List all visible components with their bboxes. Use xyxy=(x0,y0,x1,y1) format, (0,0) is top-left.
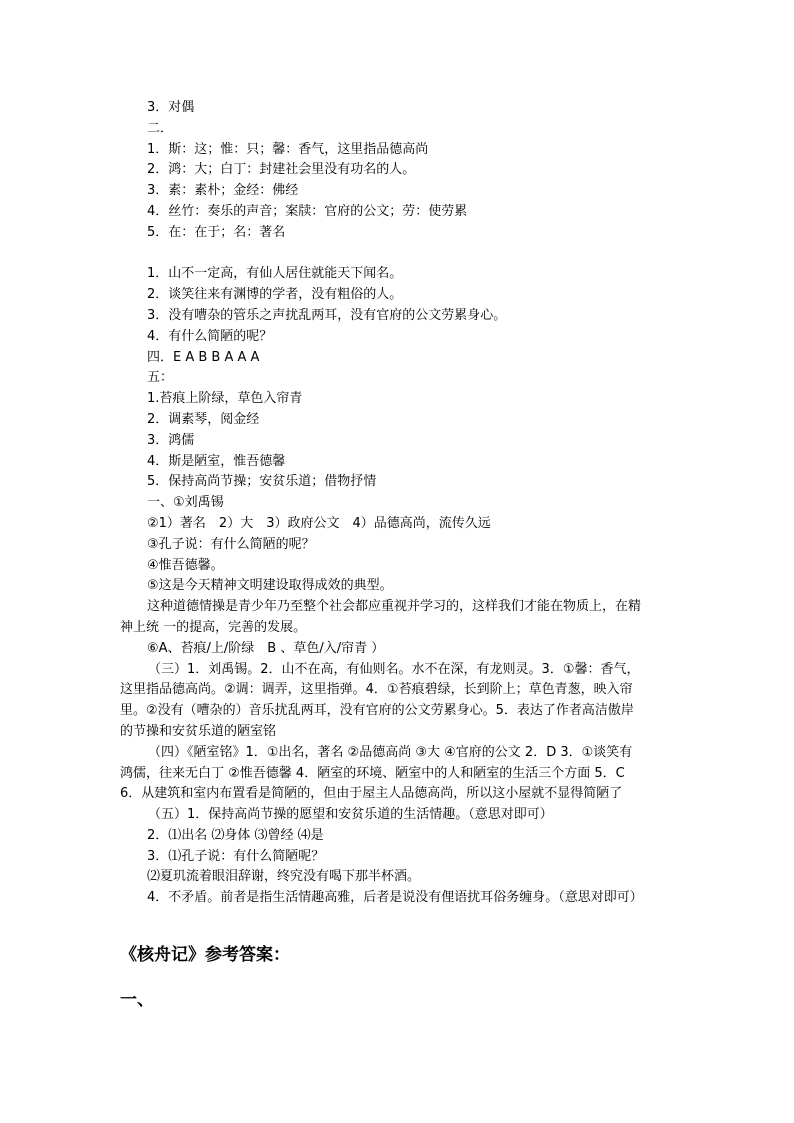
text-line: 鸿儒，往来无白丁 ②惟吾德馨 4．陋室的环境、陋室中的人和陋室的生活三个方面 5．C xyxy=(120,765,625,781)
text-line: 3．没有嘈杂的管乐之声扰乱两耳，没有官府的公文劳累身心。 xyxy=(147,307,507,323)
text-line: 2．鸿：大；白丁：封建社会里没有功名的人。 xyxy=(147,162,416,178)
text-line: 这里指品德高尚。②调：调弄，这里指弹。4．①苔痕碧绿，长到阶上；草色青葱，映入帘 xyxy=(120,682,633,698)
text-line: 3．⑴孔子说：有什么简陋呢？ xyxy=(147,848,325,864)
text-line: 1.苔痕上阶绿，草色入帘青 xyxy=(147,391,303,407)
text-line: 神上统 一的提高，完善的发展。 xyxy=(120,619,307,635)
text-line: 5．在：在于；名：著名 xyxy=(147,224,286,240)
text-line: （四）《陋室铭》1．①出名，著名 ②品德高尚 ③大 ④官府的公文 2．D 3．①谈笑有 xyxy=(148,744,633,760)
text-line: ②1）著名 2）大 3）政府公文 4）品德高尚，流传久远 xyxy=(147,515,491,531)
text-line: 2．⑴出名 ⑵身体 ⑶曾经 ⑷是 xyxy=(147,827,324,843)
text-line: 这种道德情操是青少年乃至整个社会都应重视并学习的，这样我们才能在物质上，在精 xyxy=(147,599,642,615)
text-line: ④惟吾德馨。 xyxy=(147,557,224,573)
text-line: 1．山不一定高，有仙人居住就能天下闻名。 xyxy=(147,266,403,282)
text-line: 4．丝竹：奏乐的声音；案牍：官府的公文；劳：使劳累 xyxy=(147,203,468,219)
text-line: 3．鸿儒 xyxy=(147,432,195,448)
text-line: 二． xyxy=(147,120,174,136)
text-line: 里。②没有（嘈杂的）音乐扰乱两耳，没有官府的公文劳累身心。5．表达了作者高洁傲岸 xyxy=(120,703,634,719)
text-line: 4．有什么简陋的呢？ xyxy=(147,328,273,344)
section-heading: 《核舟记》参考答案： xyxy=(120,945,290,965)
text-line: 3．素：素朴；金经：佛经 xyxy=(147,183,299,199)
text-line: （五）1．保持高尚节操的愿望和安贫乐道的生活情趣。（意思对即可） xyxy=(148,807,553,823)
text-line: ⑤这是今天精神文明建设取得成效的典型。 xyxy=(147,578,393,594)
text-line: ③孔子说：有什么简陋的呢？ xyxy=(147,536,315,552)
blank-line xyxy=(0,244,794,265)
text-line: ⑥A、苔痕/上/阶绿 B 、草色/入/帘青 ） xyxy=(147,640,385,656)
text-line: 4．斯是陋室，惟吾德馨 xyxy=(147,453,286,469)
text-line: 2．谈笑往来有渊博的学者，没有粗俗的人。 xyxy=(147,287,403,303)
section-subheading: 一、 xyxy=(120,990,154,1010)
text-line: 5．保持高尚节操；安贫乐道；借物抒情 xyxy=(147,474,377,490)
text-line: 4．不矛盾。前者是指生活情趣高雅，后者是说没有俚语扰耳俗务缠身。（意思对即可） xyxy=(147,890,643,906)
text-line: 一、①刘禹锡 xyxy=(147,495,224,511)
text-line: ⑵夏玑流着眼泪辞谢，终究没有喝下那半杯酒。 xyxy=(147,869,421,885)
text-line: 6．从建筑和室内布置看是简陋的，但由于屋主人品德高尚，所以这小屋就不显得简陋了 xyxy=(120,786,623,802)
text-line: 的节操和安贫乐道的陋室铭 xyxy=(120,723,277,739)
text-line: 五： xyxy=(147,370,174,386)
text-line: 2．调素琴，阅金经 xyxy=(147,411,260,427)
text-line: 3．对偶 xyxy=(147,100,195,115)
text-line: 1．斯：这；惟：只；馨：香气，这里指品德高尚 xyxy=(147,141,429,157)
text-line: 四．E A B B A A A xyxy=(147,349,260,365)
text-line: （三）1．刘禹锡。2．山不在高，有仙则名。水不在深，有龙则灵。3．①馨：香气， xyxy=(148,661,640,677)
answer-text-block xyxy=(0,98,794,909)
